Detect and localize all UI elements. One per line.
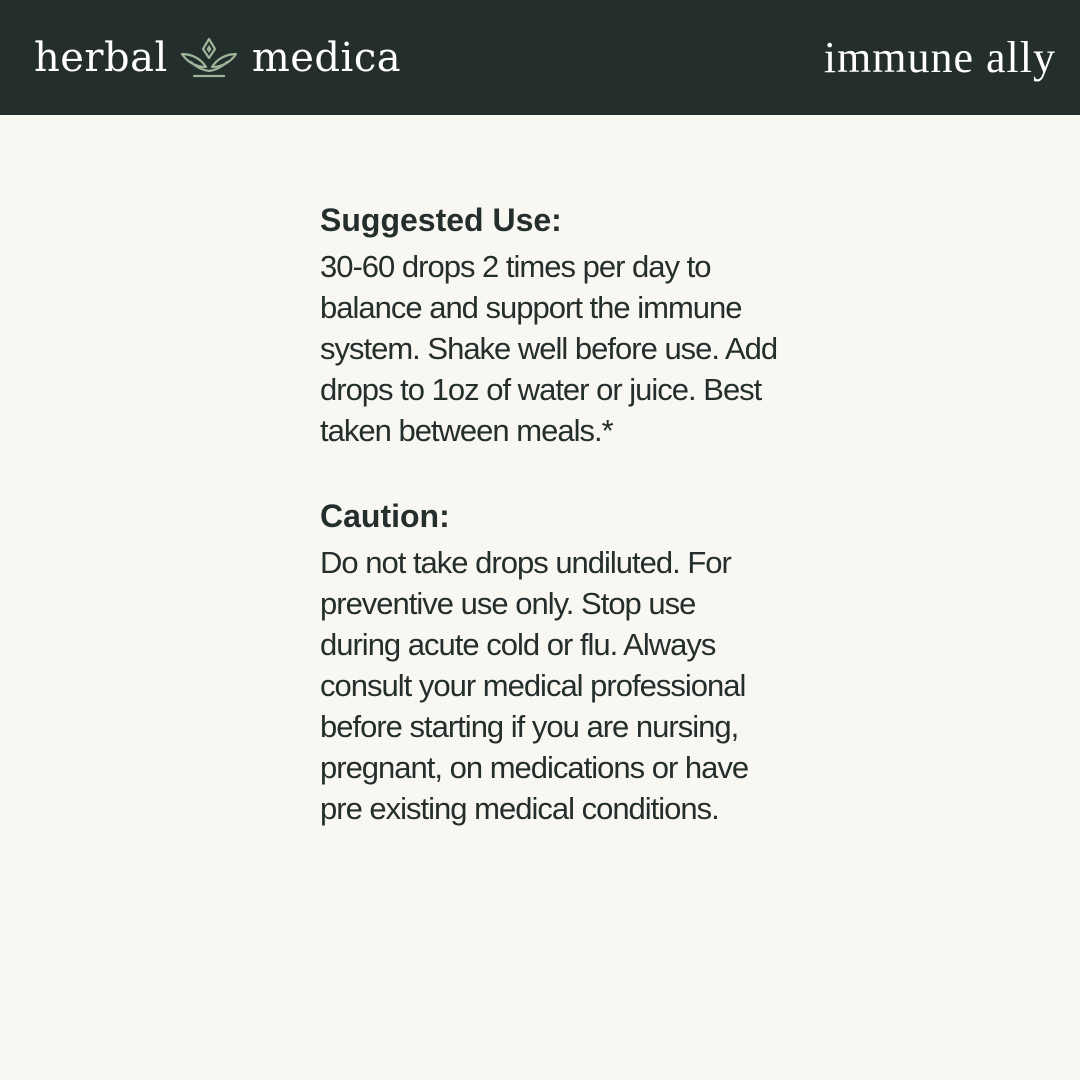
suggested-use-section	[320, 198, 780, 451]
product-name: immune ally	[823, 33, 1056, 82]
suggested-use-text: 30-60 drops 2 times per day to balance and support the immune system. Shake well before use. Add drops to 1oz of water or juice. Best taken between meals.*	[320, 249, 778, 448]
brand-name-left: herbal	[34, 35, 168, 81]
label-content	[320, 198, 780, 829]
caution-text: Do not take drops undiluted. For preventive use only. Stop use during acute cold or flu. Always consult your medical professional before starting if you are nursing, pregnant, on medications or have pre existing medical conditions.	[320, 545, 749, 826]
brand-name-right: medica	[251, 35, 402, 81]
leaf-crown-icon	[178, 36, 240, 80]
brand-logo	[34, 30, 401, 86]
caution-heading: Caution:	[320, 498, 450, 534]
header-bar	[0, 0, 1080, 115]
caution-section	[320, 494, 780, 829]
suggested-use-heading: Suggested Use:	[320, 202, 562, 238]
